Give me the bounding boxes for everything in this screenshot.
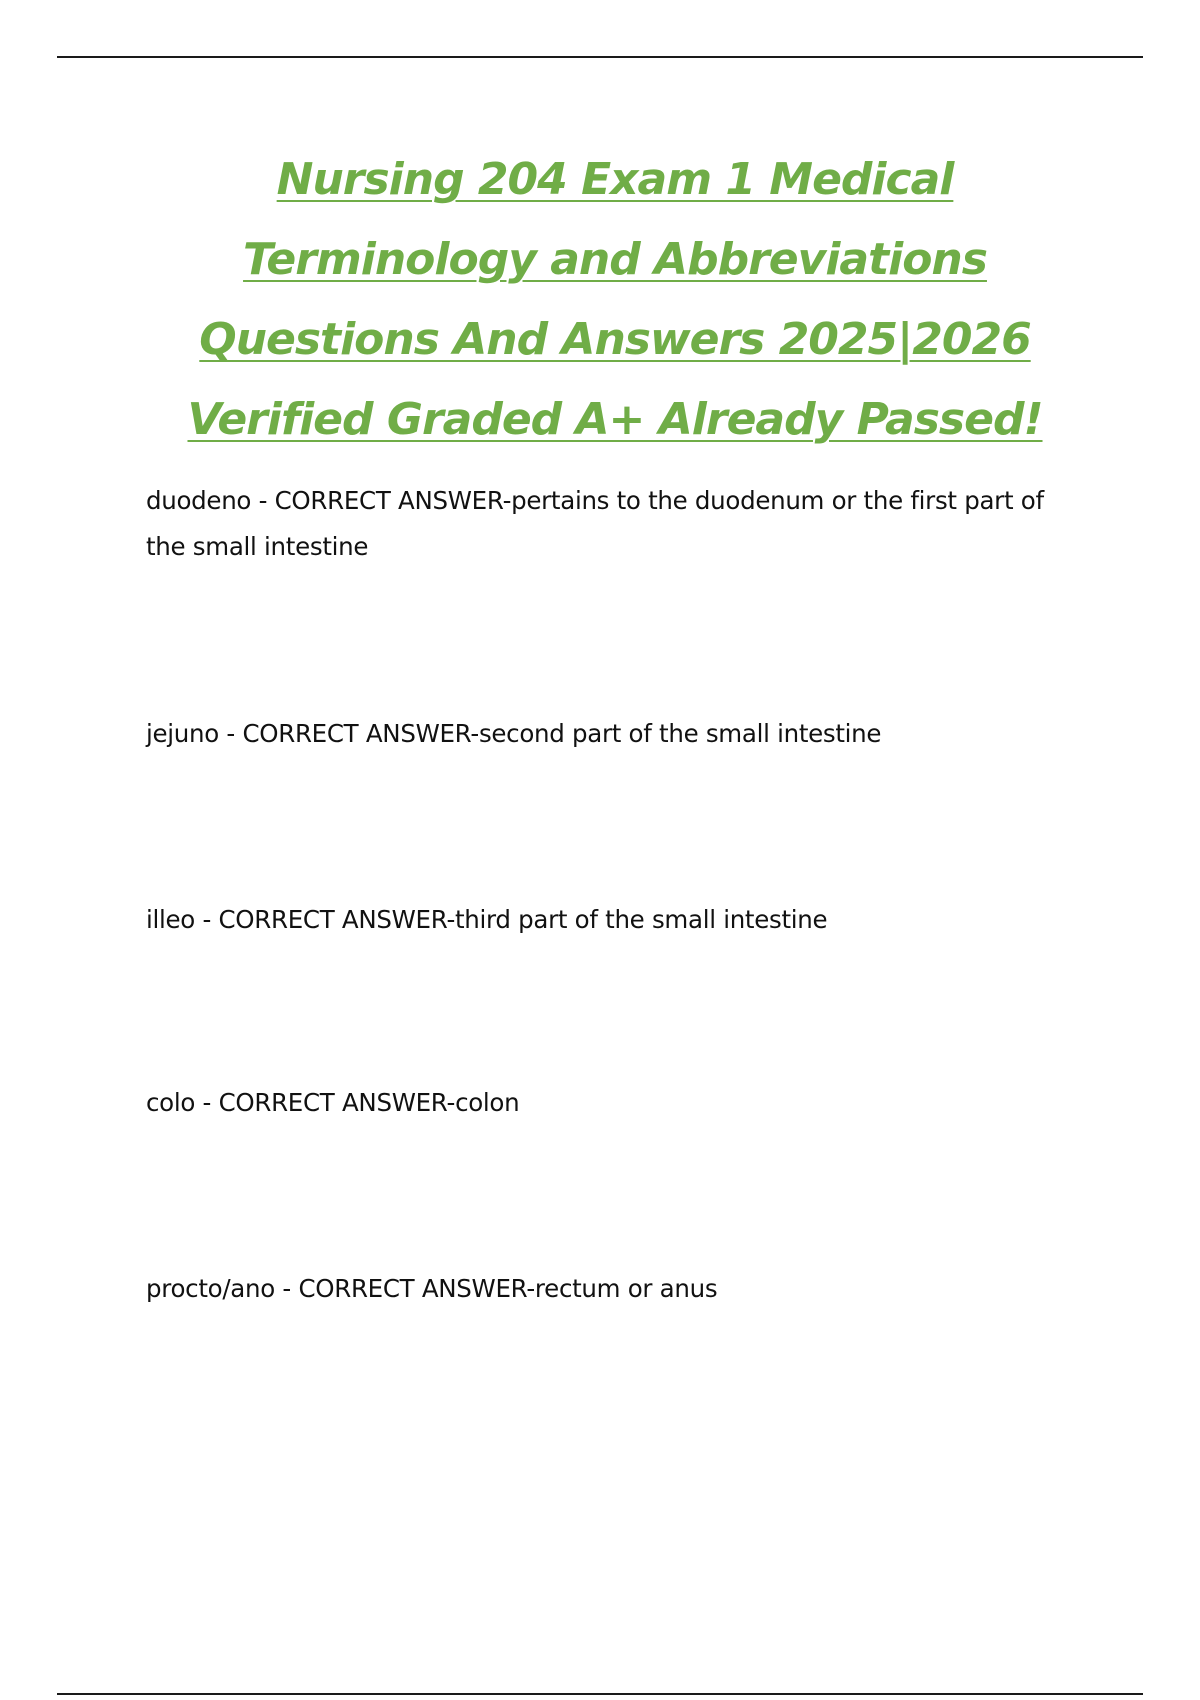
title-line-2: Terminology and Abbreviations xyxy=(243,234,987,285)
qa-entry-jejuno: jejuno - CORRECT ANSWER-second part of the small intestine xyxy=(146,719,882,748)
qa-entry-duodeno: duodeno - CORRECT ANSWER-pertains to the duodenum or the first part of the small intestine xyxy=(146,486,1044,561)
title-line-1: Nursing 204 Exam 1 Medical xyxy=(276,154,954,205)
qa-entry-procto-ano: procto/ano - CORRECT ANSWER-rectum or anus xyxy=(146,1274,718,1303)
title-line-4: Verified Graded A+ Already Passed! xyxy=(187,394,1043,445)
qa-entry-colo: colo - CORRECT ANSWER-colon xyxy=(146,1088,520,1117)
bottom-rule xyxy=(57,1693,1143,1695)
qa-entry-illeo: illeo - CORRECT ANSWER-third part of the small intestine xyxy=(146,905,828,934)
title-line-3: Questions And Answers 2025|2026 xyxy=(199,314,1031,365)
document-title xyxy=(140,140,1090,460)
top-rule xyxy=(57,56,1143,58)
